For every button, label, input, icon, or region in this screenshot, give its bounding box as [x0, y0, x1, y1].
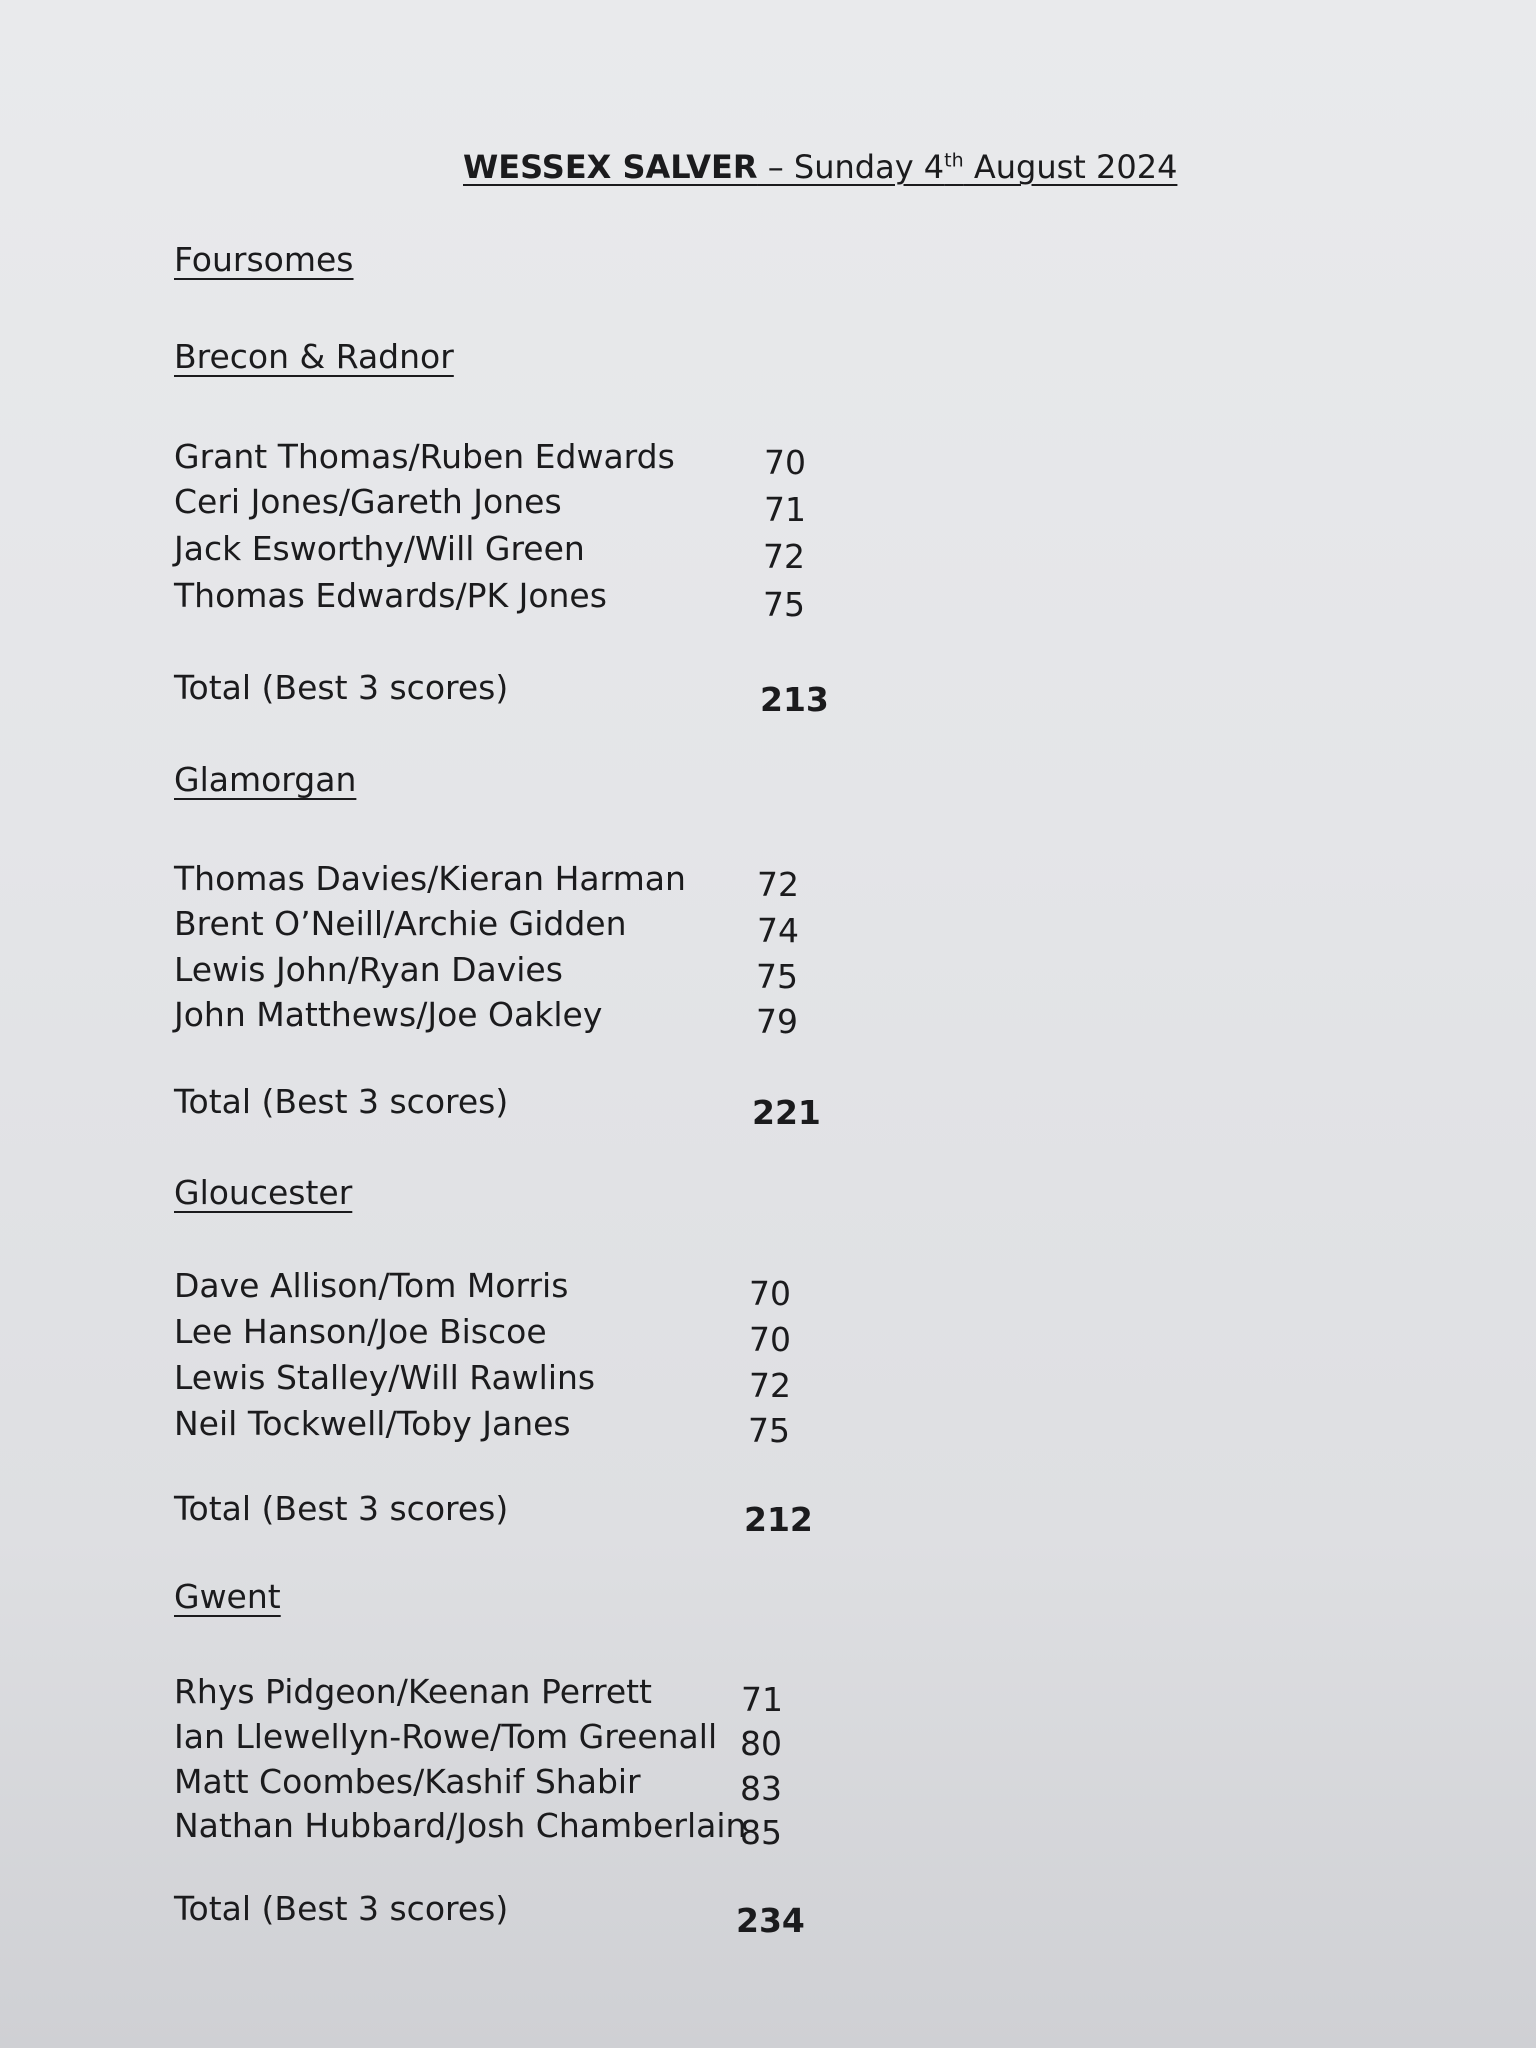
- pair-score: 79: [756, 1002, 798, 1041]
- page-title: [463, 148, 1177, 186]
- pair-names: Lewis Stalley/Will Rawlins: [174, 1358, 596, 1397]
- total-label: Total (Best 3 scores): [174, 1489, 509, 1528]
- pair-score: 70: [764, 443, 806, 482]
- pair-score: 75: [748, 1411, 790, 1450]
- pair-names: Lee Hanson/Joe Biscoe: [174, 1312, 547, 1351]
- total-label: Total (Best 3 scores): [174, 1082, 509, 1121]
- team-total: 212: [744, 1500, 813, 1539]
- pair-score: 75: [756, 957, 798, 996]
- pair-score: 75: [763, 585, 805, 624]
- team-total: 221: [752, 1093, 821, 1132]
- pair-names: Matt Coombes/Kashif Shabir: [174, 1762, 641, 1801]
- team-heading: Gwent: [174, 1577, 281, 1616]
- event-date-prefix: – Sunday 4: [757, 148, 945, 186]
- team-total: 234: [736, 1901, 805, 1940]
- pair-names: Brent O’Neill/Archie Gidden: [174, 904, 627, 943]
- pair-names: Dave Allison/Tom Morris: [174, 1266, 569, 1305]
- total-label: Total (Best 3 scores): [174, 668, 509, 707]
- team-heading: Gloucester: [174, 1173, 353, 1212]
- event-name: WESSEX SALVER: [463, 148, 758, 186]
- event-date-rest: August 2024: [963, 148, 1178, 186]
- pair-score: 80: [740, 1724, 782, 1763]
- pair-score: 71: [741, 1680, 783, 1719]
- team-total: 213: [760, 680, 829, 719]
- pair-score: 71: [764, 490, 806, 529]
- format-heading: Foursomes: [174, 240, 354, 279]
- pair-names: Rhys Pidgeon/Keenan Perrett: [174, 1672, 653, 1711]
- pair-score: 83: [740, 1769, 782, 1808]
- pair-names: Neil Tockwell/Toby Janes: [174, 1404, 571, 1443]
- pair-names: Thomas Edwards/PK Jones: [174, 576, 607, 615]
- pair-names: Jack Esworthy/Will Green: [174, 529, 585, 568]
- pair-names: Grant Thomas/Ruben Edwards: [174, 437, 675, 476]
- total-label: Total (Best 3 scores): [174, 1889, 509, 1928]
- pair-score: 70: [749, 1320, 791, 1359]
- event-date-suffix: th: [944, 149, 964, 172]
- team-heading: Brecon & Radnor: [174, 337, 454, 376]
- pair-names: Ian Llewellyn-Rowe/Tom Greenall: [174, 1717, 718, 1756]
- pair-score: 72: [757, 865, 799, 904]
- pair-names: Thomas Davies/Kieran Harman: [174, 859, 686, 898]
- pair-names: John Matthews/Joe Oakley: [174, 995, 603, 1034]
- pair-names: Ceri Jones/Gareth Jones: [174, 482, 562, 521]
- pair-score: 72: [749, 1366, 791, 1405]
- pair-score: 72: [763, 537, 805, 576]
- pair-score: 70: [749, 1274, 791, 1313]
- pair-score: 85: [740, 1813, 782, 1852]
- team-heading: Glamorgan: [174, 760, 357, 799]
- pair-names: Lewis John/Ryan Davies: [174, 950, 563, 989]
- pair-names: Nathan Hubbard/Josh Chamberlain: [174, 1806, 747, 1845]
- pair-score: 74: [757, 911, 799, 950]
